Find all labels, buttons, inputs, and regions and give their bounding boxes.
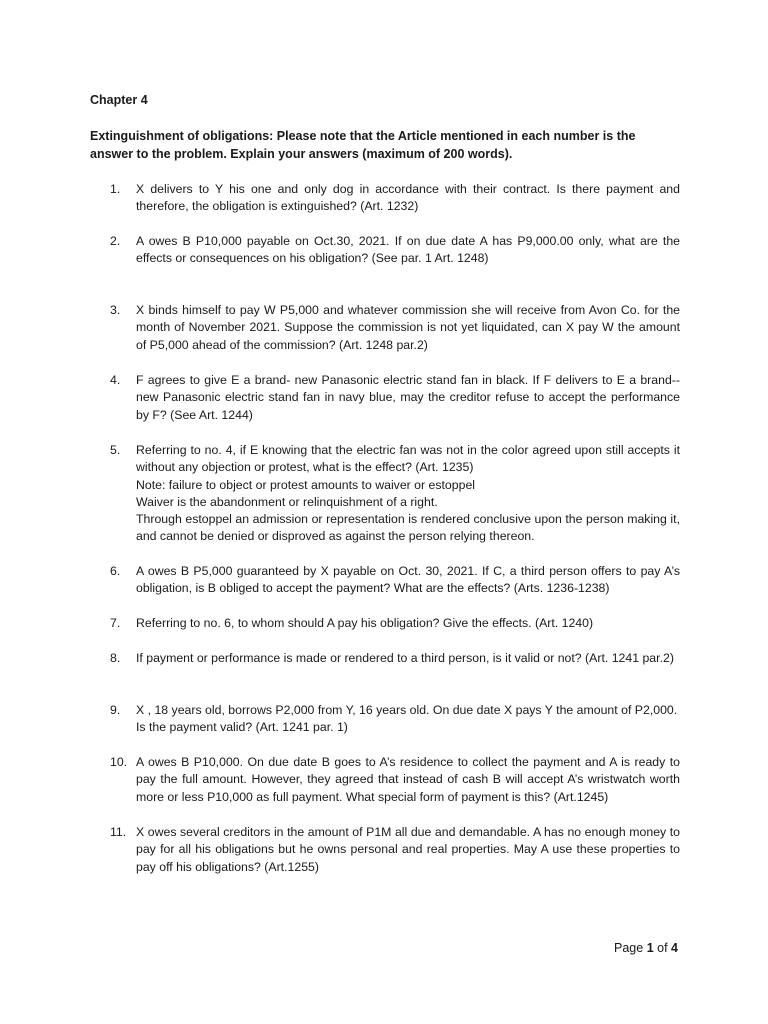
page-footer	[614, 941, 678, 955]
question-number: 9.	[110, 703, 121, 717]
question-text: F agrees to give E a brand- new Panasonic electric stand fan in black. If F delivers to E a brand-- new Panasonic electric stand fan in navy blue, may the creditor refuse to accept the performance by F? (See Art. 1244)	[136, 373, 680, 422]
question-item	[110, 615, 680, 632]
page-current: 1	[646, 941, 654, 955]
page-total: 4	[671, 941, 678, 955]
question-number: 5.	[110, 443, 121, 457]
question-text: X , 18 years old, borrows P2,000 from Y, 16 years old. On due date X pays Y the amount of P2,000. Is the payment valid? (Art. 1241 par. 1)	[136, 703, 678, 735]
question-number: 1.	[110, 182, 121, 196]
chapter-heading: Chapter 4	[90, 93, 148, 107]
question-number: 8.	[110, 651, 121, 665]
question-item	[110, 302, 680, 354]
definition-text: Through estoppel an admission or representation is rendered conclusive upon the person making it, and cannot be denied or disproved as against the person relying thereon.	[136, 512, 680, 544]
question-text: If payment or performance is made or rendered to a third person, is it valid or not? (Art. 1241 par.2)	[136, 651, 674, 665]
question-text: X owes several creditors in the amount of P1M all due and demandable. A has no enough money to pay for all his obligations but he owns personal and real properties. May A use these properties to pay off his obligations? (Art.1255)	[136, 825, 680, 874]
question-item	[110, 824, 680, 876]
question-text: A owes B P5,000 guaranteed by X payable on Oct. 30, 2021. If C, a third person offers to pay A’s obligation, is B obliged to accept the payment? What are the effects? (Arts. 1236-1238)	[136, 564, 680, 596]
question-number: 4.	[110, 373, 121, 387]
question-number: 2.	[110, 234, 121, 248]
question-text: Referring to no. 4, if E knowing that the electric fan was not in the color agreed upon still accepts it without any objection or protest, what is the effect? (Art. 1235)	[136, 443, 680, 475]
question-item	[110, 650, 680, 667]
question-item	[110, 442, 680, 546]
question-item	[110, 702, 680, 737]
question-item	[110, 181, 680, 216]
question-text: A owes B P10,000 payable on Oct.30, 2021. If on due date A has P9,000.00 only, what are the effects or consequences on his obligation? (See par. 1 Art. 1248)	[136, 234, 680, 266]
question-text: A owes B P10,000. On due date B goes to A’s residence to collect the payment and A is ready to pay the full amount. However, they agreed that instead of cash B will accept A’s wristwatch worth more or less P10,000 as full payment. What special form of payment is this? (Art.1245)	[136, 755, 680, 804]
question-number: 3.	[110, 303, 121, 317]
question-item	[110, 754, 680, 806]
note-text: Note: failure to object or protest amounts to waiver or estoppel	[136, 477, 476, 492]
definition-text: Waiver is the abandonment or relinquishment of a right.	[136, 494, 438, 509]
question-text: Referring to no. 6, to whom should A pay his obligation? Give the effects. (Art. 1240)	[136, 616, 594, 630]
question-number: 6.	[110, 564, 121, 578]
question-item	[110, 372, 680, 424]
instructions: Extinguishment of obligations: Please note that the Article mentioned in each number is the answer to the problem. Explain your answers (maximum of 200 words).	[90, 129, 636, 161]
question-number: 7.	[110, 616, 121, 630]
of-label: of	[657, 941, 668, 955]
question-number: 10.	[110, 755, 128, 769]
question-number: 11.	[110, 825, 127, 839]
question-text: X binds himself to pay W P5,000 and whatever commission she will receive from Avon Co. for the month of November 2021. Suppose the commission is not yet liquidated, can X pay W the amount of P5,000 ahead of the commission? (Art. 1248 par.2)	[136, 303, 680, 352]
question-item	[110, 233, 680, 268]
question-item	[110, 563, 680, 598]
question-text: X delivers to Y his one and only dog in accordance with their contract. Is there payment and therefore, the obligation is extinguished? (Art. 1232)	[136, 182, 680, 214]
page-label: Page	[614, 941, 644, 955]
